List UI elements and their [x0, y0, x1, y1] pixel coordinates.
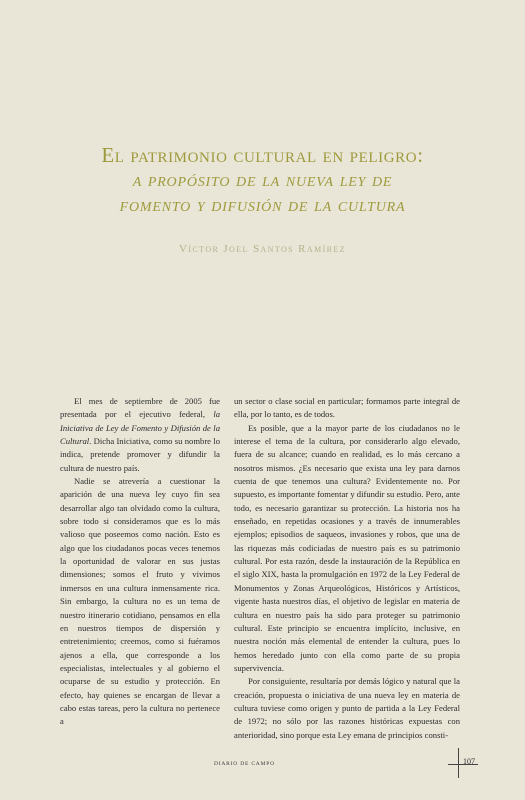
journal-name-footer: DIARIO DE CAMPO — [214, 761, 275, 767]
title-line-3: fomento y difusión de la cultura — [119, 194, 406, 216]
title-line-1: El patrimonio cultural en peligro: — [101, 143, 424, 167]
paragraph-3: Es posible, que a la mayor parte de los ciudadanos no le interese el tema de la cultura, por considerarlo algo elevado, fuera de su alcance; cuando en realidad, es lo más cercano a nosotros mismos. ¿Es necesario que exista una ley para darnos cuenta de que tenemos una cultura? Evidentemente no. Por supuesto, es importante fomentar y difundir su estudio. Pero, ante todo, es necesario garantizar su protección. La historia nos ha enseñado, en repetidas ocasiones y a través de innumerables ejemplos; episodios de saqueos, invasiones y robos, que una de las riquezas más codiciadas de nuestro país es su patrimonio cultural. Por esta razón, desde la instauración de la República en el siglo XIX, hasta la promulgación en 1972 de la Ley Federal de Monumentos y Zonas Arqueológicos, Históricos y Artísticos, vigente hasta nuestros días, el objetivo de legislar en materia de cultura en nuestro país ha sido para proteger su patrimonio cultural. Este principio se encuentra implícito, inclusive, en nuestra noción más elemental de entender la cultura, pues lo hemos heredado junto con ella como parte de su propia supervivencia. — [234, 422, 460, 673]
paragraph-continued: un sector o clase social en particular; formamos parte integral de ella, por lo tanto, es de todos. — [234, 396, 460, 420]
title-line-2: a propósito de la nueva ley de — [132, 169, 393, 191]
right-column — [234, 395, 460, 742]
paragraph-1 — [60, 395, 220, 475]
paragraph-1-text-b: . Dicha Iniciativa, como su nombre lo indica, pretende promover y difundir la cultura de nuestro país. — [60, 436, 220, 473]
page-number: 107 — [463, 757, 475, 766]
paragraph-4: Por consiguiente, resultaría por demás lógico y natural que la creación, propuesta o iniciativa de una nueva ley en materia de cultura tuviese como origen y punto de partida a la Ley Federal de 1972; no sólo por las razones históricas expuestas con anterioridad, sino porque esta Ley emana de principios consti- — [234, 676, 460, 740]
article-author: Víctor Joel Santos Ramírez — [179, 243, 346, 255]
paragraph-1-italic-title: la Iniciativa de Ley de Fomento y Difusión de la Cultural — [60, 409, 220, 447]
paragraph-1-text-a: El mes de septiembre de 2005 fue presentada por el ejecutivo federal, — [60, 396, 220, 420]
crop-mark-vertical — [458, 748, 459, 778]
left-column — [60, 395, 220, 729]
paragraph-2: Nadie se atrevería a cuestionar la aparición de una nueva ley cuyo fin sea desarrollar algo tan olvidado como la cultura, sobre todo si consideramos que es lo más valioso que poseemos como nación. Esto es algo que los ciudadanos pocas veces tenemos la oportunidad de valorar en sus justas dimensiones; somos el fruto y vivimos inmersos en una cultura inmensamente rica. Sin embargo, la cultura no es un tema de nuestro itinerario cotidiano, pensamos en ella en nuestros tiempos de dispersión y entretenimiento; creemos, como si fuéramos ajenos a ella, que corresponde a los especialistas, intelectuales y al gobierno el ocuparse de su estudio y protección. En efecto, hay quienes se encargan de llevar a cabo estas tareas, pero la cultura no pertenece a — [60, 476, 220, 727]
article-title — [30, 143, 495, 218]
